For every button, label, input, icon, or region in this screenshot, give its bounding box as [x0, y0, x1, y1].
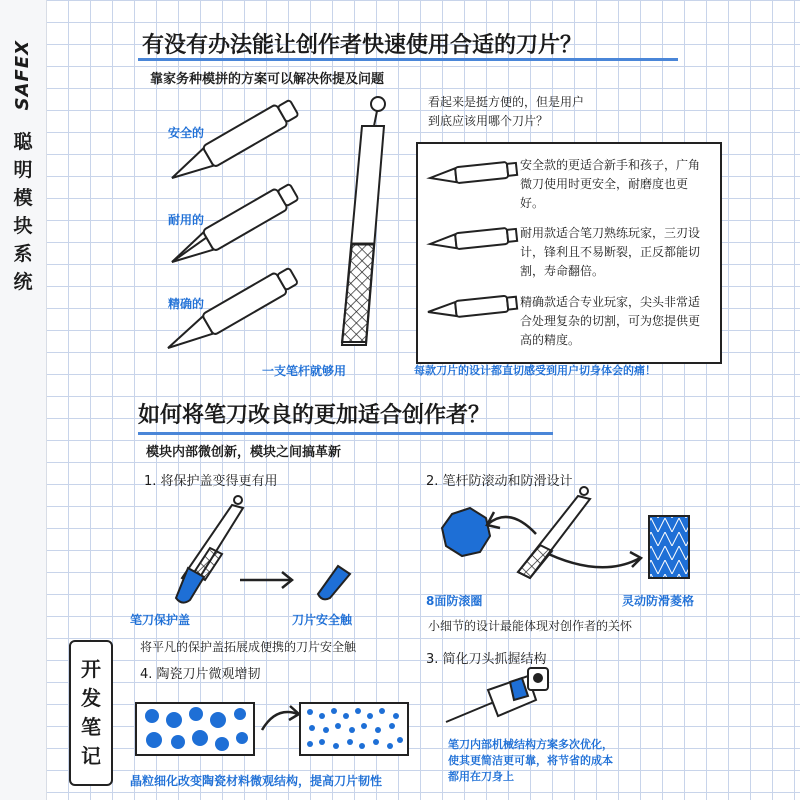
- series-char: 明: [13, 159, 33, 181]
- blade-label-safe: 安全的: [168, 126, 205, 140]
- series-char: 统: [13, 271, 33, 293]
- knife-durable: [166, 181, 300, 272]
- step4-heading: 4. 陶瓷刀片微观增韧: [140, 667, 261, 682]
- step1-label-cap: 笔刀保护盖: [130, 613, 191, 627]
- section2-subtitle: 模块内部微创新，模块之间搞革新: [146, 445, 342, 460]
- series-char: 聪: [13, 131, 33, 153]
- step4-grain-before: [136, 703, 254, 755]
- knife-precise: [162, 265, 300, 358]
- blade-label-durable: 耐用的: [168, 213, 205, 227]
- step1-heading: 1. 将保护盖变得更有用: [144, 474, 278, 489]
- step4-arrow: [262, 706, 299, 730]
- series-char: 模: [13, 187, 33, 209]
- card-knife-durable: [429, 227, 517, 252]
- dev-note-char: 笔: [81, 715, 101, 739]
- pen-caption: 一支笔杆就够用: [262, 364, 347, 378]
- section1-title: 有没有办法能让创作者快速使用合适的刀片？: [142, 33, 583, 58]
- step1-pen-with-cap: [176, 496, 243, 603]
- question-text: 看起来是挺方便的，但是用户 到底应该用哪个刀片？: [428, 95, 585, 128]
- series-char: 系: [13, 243, 33, 265]
- dev-note-char: 开: [81, 657, 101, 681]
- step3-note: 笔刀内部机械结构方案多次优化，使其更简洁更可靠，将节省的成本都用在刀身上: [448, 738, 613, 783]
- card-knife-safe: [429, 161, 517, 186]
- step2-label-grip: 灵动防滑菱格: [622, 594, 695, 608]
- step2-grip-swatch: [649, 516, 689, 578]
- step1-cap: [318, 566, 350, 599]
- step1-label-cover: 刀片安全触: [292, 613, 353, 627]
- card-knife-precise: [427, 295, 517, 320]
- brand-logo: SAFEX: [12, 40, 33, 111]
- dev-note-char: 发: [81, 686, 101, 710]
- step4-note: 晶粒细化改变陶瓷材料微观结构，提高刀片韧性: [130, 774, 383, 788]
- step2-note: 小细节的设计最能体现对创作者的关怀: [428, 619, 633, 633]
- step2-heading: 2. 笔杆防滚动和防滑设计: [426, 474, 573, 489]
- knife-safe: [166, 97, 300, 188]
- card-precise-text: 精确款适合专业玩家，尖头非常适合处理复杂的切割，可为您提供更高的精度。: [520, 295, 701, 347]
- step2-octagon: [442, 508, 490, 556]
- step1-note: 将平凡的保护盖拓展成便携的刀片安全触: [140, 640, 357, 654]
- section1-subtitle: 靠家务种模拼的方案可以解决你提及问题: [150, 72, 385, 87]
- blade-label-precise: 精确的: [168, 297, 205, 311]
- step2-label-roll: 8面防滚圈: [426, 594, 483, 608]
- footer-note: 每款刀片的设计都直切感受到用户切身体会的痛！: [414, 364, 656, 377]
- step3-heading: 3. 简化刀头抓握结构: [426, 652, 547, 667]
- dev-note-char: 记: [81, 744, 101, 768]
- step4-grain-after: [300, 703, 408, 755]
- card-durable-text: 耐用款适合笔刀熟练玩家，三刃设计，锋利且不易断裂，正反都能切割，寿命翻倍。: [520, 226, 701, 278]
- step1-arrow: [240, 572, 292, 588]
- section2-title: 如何将笔刀改良的更加适合创作者？: [138, 403, 491, 428]
- card-safe-text: 安全款的更适合新手和孩子，广角微刀使用时更安全，耐磨度也更好。: [520, 158, 701, 210]
- step3-blade-holder: [446, 668, 548, 722]
- pen-handle: [342, 97, 385, 345]
- series-char: 块: [13, 215, 33, 237]
